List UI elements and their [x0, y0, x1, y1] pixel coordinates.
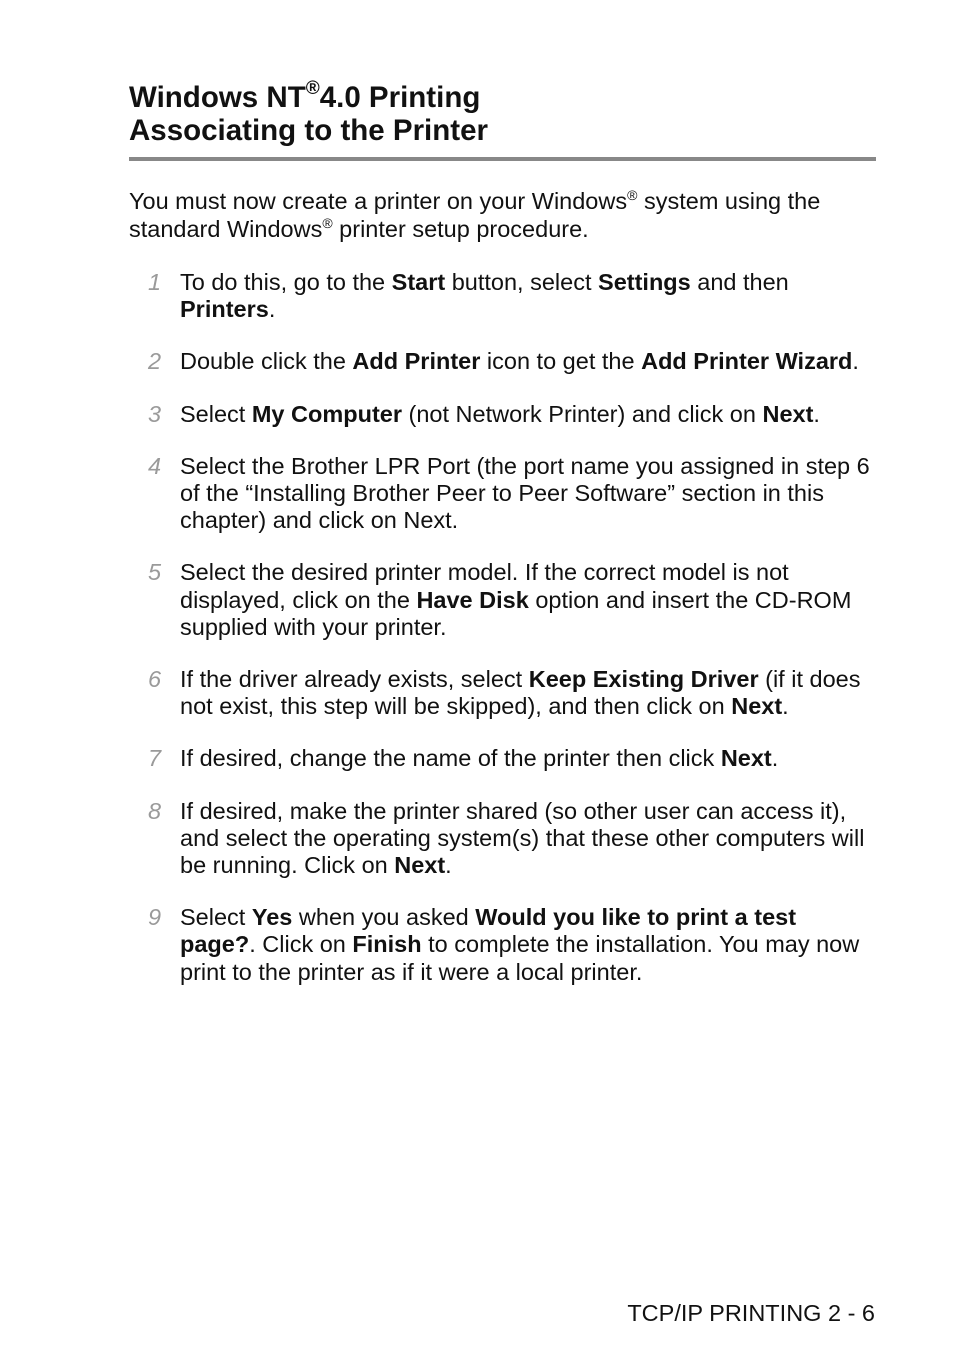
step-text: Select My Computer (not Network Printer) and click on Next. [180, 400, 820, 427]
heading-line1-suffix: 4.0 Printing [319, 81, 481, 114]
step-item [130, 453, 876, 535]
step-text: To do this, go to the Start button, select Settings and then Printers. [180, 269, 789, 323]
step-number: 8 [148, 797, 162, 824]
step-text: If desired, make the printer shared (so other user can access it), and select the operating system(s) that these other computers will be running. Click on Next. [180, 797, 865, 879]
intro-text-1: You must now create a printer on your Windows [129, 188, 628, 214]
section-heading [129, 78, 874, 147]
step-number: 9 [148, 904, 162, 931]
intro-paragraph [129, 187, 874, 243]
step-text: Select Yes when you asked Would you like to print a test page?. Click on Finish to complete the installation. You may now print to the printer as if it were a local printer. [180, 904, 860, 985]
heading-line2: Associating to the Printer [129, 114, 488, 147]
step-number: 6 [148, 666, 162, 693]
step-item [130, 401, 876, 428]
step-number: 5 [148, 559, 162, 586]
heading-divider [129, 157, 876, 161]
step-number: 4 [148, 452, 162, 479]
registered-mark: ® [322, 215, 333, 232]
step-text: If the driver already exists, select Keep Existing Driver (if it does not exist, this step will be skipped), and then click on Next. [180, 666, 861, 720]
step-text: Double click the Add Printer icon to get the Add Printer Wizard. [180, 348, 859, 375]
step-item [130, 348, 876, 375]
heading-line1-prefix: Windows NT [129, 81, 306, 114]
step-number: 3 [148, 400, 162, 427]
step-text: Select the Brother LPR Port (the port name you assigned in step 6 of the “Installing Brother Peer to Peer Software” section in this chapter) and click on Next. [180, 452, 870, 534]
intro-text-2: system using the standard Windows [129, 188, 821, 242]
registered-mark: ® [305, 78, 320, 100]
step-item [130, 666, 876, 720]
page-footer: TCP/IP PRINTING 2 - 6 [627, 1300, 875, 1326]
intro-text-3: printer setup procedure. [332, 216, 589, 242]
step-number: 1 [148, 269, 162, 295]
step-item [130, 745, 876, 772]
registered-mark: ® [627, 187, 638, 204]
instruction-steps [130, 269, 876, 1011]
step-text: If desired, change the name of the printer then click Next. [180, 745, 779, 772]
step-item [130, 269, 876, 323]
step-number: 2 [148, 348, 162, 375]
step-item [130, 559, 876, 641]
step-item [130, 798, 876, 880]
step-number: 7 [148, 745, 162, 772]
step-item [130, 904, 876, 986]
step-text: Select the desired printer model. If the correct model is not displayed, click on the Have Disk option and insert the CD-ROM supplied with your printer. [180, 559, 852, 640]
